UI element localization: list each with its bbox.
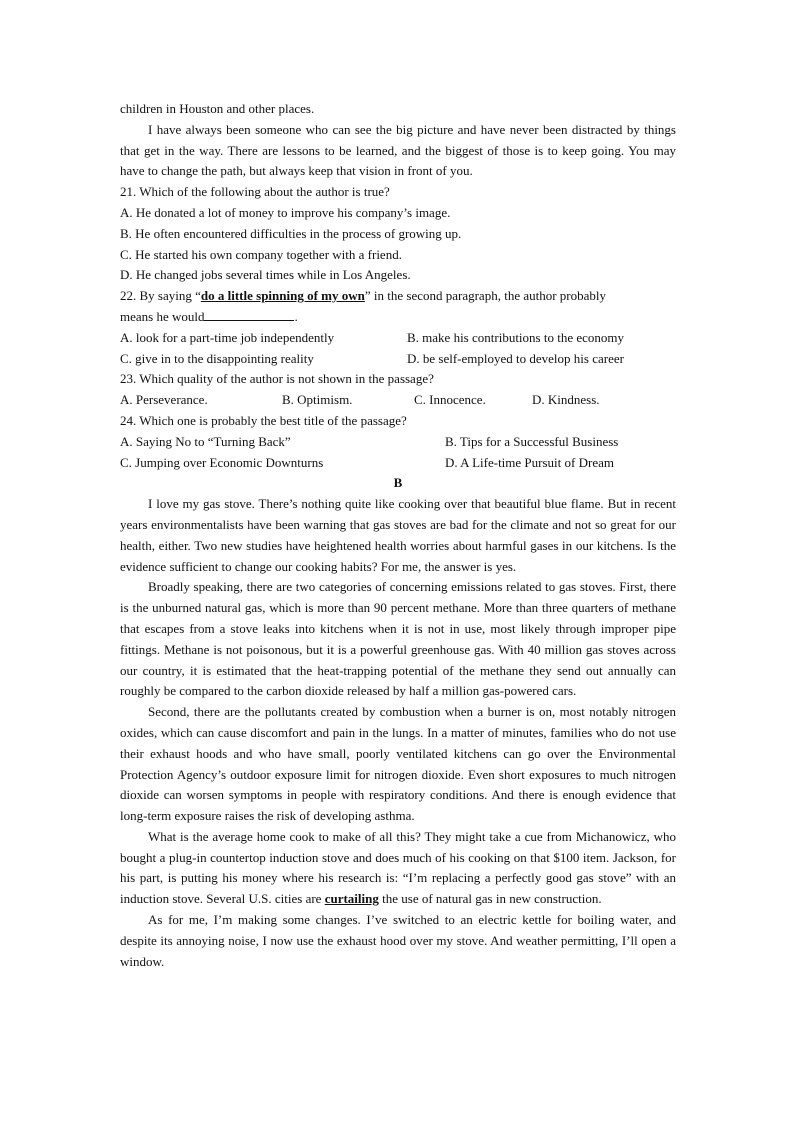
question-24-option-d: D. A Life-time Pursuit of Dream [445, 454, 614, 470]
passage-b-paragraph-3: Second, there are the pollutants created by combustion when a burner is on, most notably nitrogen oxides, which can cause discomfort and pain in the lungs. In a matter of minutes, families who do not use their exhaust hoods and who have small, poorly ventilated kitchens can go over the Environmental Protection Agency’s outdoor exposure limit for nitrogen dioxide. Even short exposures to much nitrogen dioxide can worsen symptoms in people with respiratory conditions. And there is enough evidence that long-term exposure raises the risk of developing asthma. [120, 704, 676, 824]
passage-a-last-paragraph: I have always been someone who can see the big picture and have never been distracted by things that get in the way. There are lessons to be learned, and the biggest of those is to keep going. You may have to change the path, but always keep that vision in front of you. [120, 121, 676, 179]
question-22-option-d: D. be self-employed to develop his career [407, 350, 624, 366]
question-22-option-c: C. give in to the disappointing reality [120, 350, 314, 366]
question-23-option-c: C. Innocence. [414, 392, 486, 408]
question-21-option-d: D. He changed jobs several times while in Los Angeles. [120, 267, 411, 283]
passage-b-paragraph-5: As for me, I’m making some changes. I’ve switched to an electric kettle for boiling water, and despite its annoying noise, I now use the exhaust hood over my stove. And weather permitting, I’ll open a window. [120, 912, 676, 969]
page-content [120, 99, 676, 972]
question-23-stem: 23. Which quality of the author is not shown in the passage? [120, 371, 434, 387]
question-24-option-b: B. Tips for a Successful Business [445, 433, 619, 449]
question-24-option-c: C. Jumping over Economic Downturns [120, 454, 324, 470]
question-22-options-row-1 [120, 328, 676, 349]
question-21-option-c: C. He started his own company together with a friend. [120, 246, 402, 262]
question-23-option-d: D. Kindness. [532, 392, 600, 408]
passage-b-label: B [393, 475, 403, 491]
question-22-stem: 22. By saying “do a little spinning of my own” in the second paragraph, the author probably [120, 288, 607, 304]
question-23-option-a: A. Perseverance. [120, 392, 208, 408]
question-22-options-row-2 [120, 349, 676, 370]
question-24-options-row-2 [120, 453, 676, 474]
passage-a-carry-line: children in Houston and other places. [120, 101, 315, 116]
answer-blank [204, 308, 294, 321]
quoted-phrase: do a little spinning of my own [200, 288, 365, 304]
question-21-stem: 21. Which of the following about the author is true? [120, 184, 390, 200]
question-22-option-a: A. look for a part-time job independently [120, 329, 335, 345]
question-21-option-b: B. He often encountered difficulties in the process of growing up. [120, 225, 462, 241]
passage-b-paragraph-4: What is the average home cook to make of all this? They might take a cue from Michanowicz, who bought a plug-in countertop induction stove and does much of his cooking on that $100 item. Jackson, for his part, is putting his money where his research is: “I’m replacing a perfectly good gas stove” with an induction stove. Several U.S. cities are curtailing the use of natural gas in new construction. [120, 828, 676, 907]
question-21-option-a: A. He donated a lot of money to improve his company’s image. [120, 204, 451, 220]
question-23-option-b: B. Optimism. [282, 392, 353, 408]
question-24-option-a: A. Saying No to “Turning Back” [120, 433, 291, 449]
passage-b-paragraph-2: Broadly speaking, there are two categories of concerning emissions related to gas stoves. First, there is the unburned natural gas, which is more than 90 percent methane. More than three quarters of methane that escapes from a stove leaks into kitchens when it is not in use, most likely through improper pipe fittings. Methane is not poisonous, but it is a powerful greenhouse gas. With 40 million gas stoves across our country, it is estimated that the heat-trapping potential of the methane they send out annually can roughly be compared to the carbon dioxide released by half a million gas-powered cars. [120, 579, 676, 699]
question-24-stem: 24. Which one is probably the best title of the passage? [120, 412, 407, 428]
passage-b-paragraph-1: I love my gas stove. There’s nothing quite like cooking over that beautiful blue flame. But in recent years environmentalists have been warning that gas stoves are bad for the climate and not so great for our health, either. Two new studies have heightened health worries about harmful gases in our kitchens. Is the evidence sufficient to change our cooking habits? For me, the answer is yes. [120, 496, 676, 574]
question-22-option-b: B. make his contributions to the economy [407, 329, 624, 345]
question-24-options-row-1 [120, 432, 676, 453]
question-23-options-row [120, 390, 676, 411]
question-22-stem-line-2: means he would . [120, 308, 298, 324]
keyword-curtailing: curtailing [324, 891, 379, 907]
